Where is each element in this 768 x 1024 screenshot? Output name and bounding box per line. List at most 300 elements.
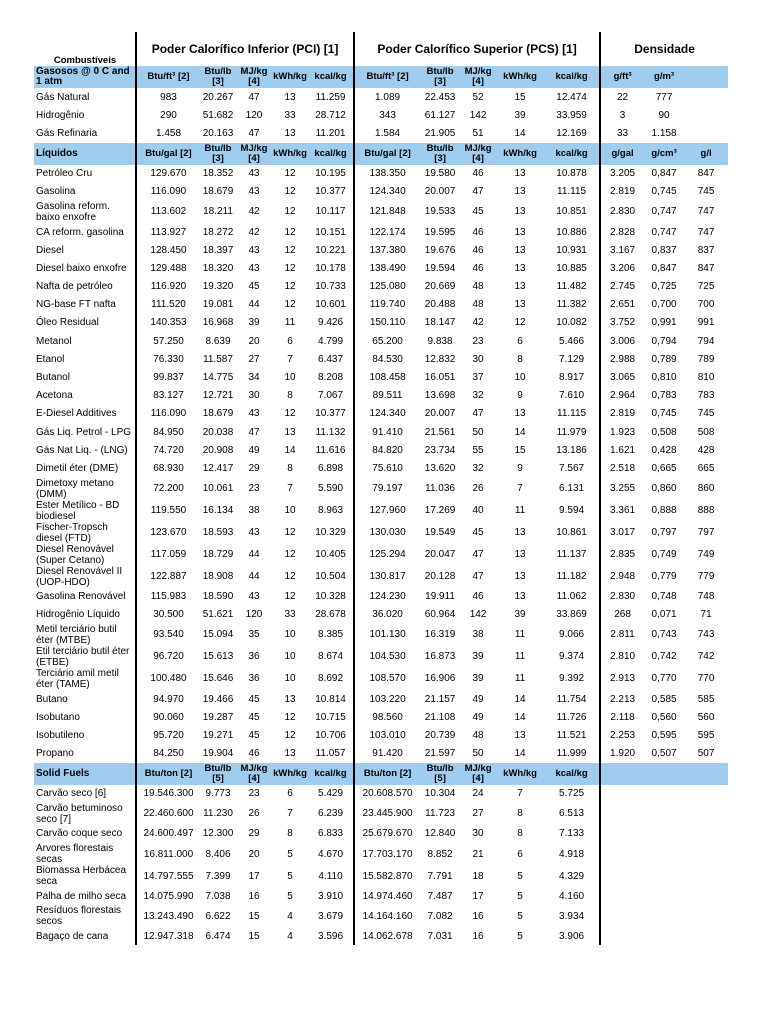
table-cell: 11.036 <box>425 483 455 495</box>
table-cell <box>600 825 644 843</box>
table-row <box>34 459 728 477</box>
table-cell: 43 <box>248 408 260 420</box>
table-cell: 0,847 <box>651 262 677 274</box>
table-cell: 2.651 <box>600 296 644 314</box>
fuel-name-palha-de-milho-seca: Palha de milho seca <box>36 890 127 902</box>
table-cell: 2.745 <box>600 278 644 296</box>
table-cell: 47 <box>472 549 484 561</box>
header-pcs: Poder Calorífico Superior (PCS) [1] <box>354 32 600 66</box>
gas_section-col-header: Btu/ft³ [2] <box>136 66 200 88</box>
fuel-name-diesel-renovavel-super-cetano: Diesel Renovável (Super Cetano) <box>36 543 114 566</box>
fuel-name-hidrogenio: Hidrogênio <box>36 109 85 121</box>
table-cell: 27 <box>472 808 484 820</box>
table-cell: 11.115 <box>557 408 587 420</box>
table-cell: 12 <box>284 186 296 198</box>
table-cell <box>684 927 728 945</box>
table-cell: 45 <box>472 206 484 218</box>
table-cell: 1.923 <box>600 423 644 441</box>
table-cell: 19.580 <box>424 168 456 180</box>
table-cell: 12 <box>284 408 296 420</box>
fuel-name-butanol: Butanol <box>36 372 70 384</box>
table-cell: 13 <box>514 244 526 256</box>
solid_section-col-header: Btu/lb [5] <box>200 763 236 785</box>
table-cell: 5 <box>287 890 293 902</box>
table-cell: 983 <box>136 88 200 106</box>
table-cell: 13 <box>514 571 526 583</box>
table-cell: 50 <box>472 426 484 438</box>
fuel-name-gasolina-renovavel: Gasolina Renovável <box>36 591 126 603</box>
table-cell: 12.947.318 <box>136 927 200 945</box>
table-cell: 16.134 <box>202 505 234 517</box>
table-cell: 0,428 <box>651 444 677 456</box>
table-cell: 595 <box>697 729 715 741</box>
gas_section-col-header: kcal/kg <box>308 66 354 88</box>
table-cell: 5 <box>517 910 523 922</box>
table-cell: 38 <box>472 629 484 641</box>
table-cell: 39 <box>514 609 526 621</box>
table-cell: 91.410 <box>354 423 420 441</box>
table-cell: 47 <box>248 426 260 438</box>
table-cell: 700 <box>697 299 715 311</box>
table-cell: 8.208 <box>318 372 344 384</box>
fuel-name-e-diesel-additives: E-Diesel Additives <box>36 408 117 420</box>
table-cell: 24 <box>472 788 484 800</box>
table-cell: 84.250 <box>136 745 200 763</box>
table-cell: 18.272 <box>202 226 234 238</box>
liquid_section-col-header: MJ/kg [4] <box>460 143 496 165</box>
table-cell: 13.620 <box>424 462 456 474</box>
table-cell: 747 <box>697 226 715 238</box>
fuel-name-gas-refinaria: Gás Refinaria <box>36 127 98 139</box>
table-cell: 12 <box>284 206 296 218</box>
table-cell: 7.038 <box>205 890 231 902</box>
table-cell: 94.970 <box>136 690 200 708</box>
table-cell: 10.178 <box>315 262 346 274</box>
fuel-name-isobutano: Isobutano <box>36 711 80 723</box>
table-cell <box>684 865 728 887</box>
table-cell: 9.374 <box>559 651 585 663</box>
table-cell: 43 <box>248 591 260 603</box>
table-cell: 9.392 <box>559 673 585 685</box>
table-cell: 96.720 <box>136 646 200 668</box>
table-cell: 16 <box>472 930 484 942</box>
table-cell <box>600 803 644 825</box>
header-densidade: Densidade <box>600 32 728 66</box>
fuel-table <box>34 32 728 945</box>
table-row <box>34 566 728 588</box>
gas_section-col-header: g/m³ <box>644 66 684 88</box>
table-cell: 19.466 <box>202 693 234 705</box>
table-cell: 0,507 <box>651 748 677 760</box>
table-cell: 837 <box>697 244 715 256</box>
table-cell: 46 <box>472 591 484 603</box>
table-cell: 0,770 <box>651 673 677 685</box>
table-cell: 6 <box>287 788 293 800</box>
table-cell: 140.353 <box>136 314 200 332</box>
table-cell: 10.706 <box>315 729 346 741</box>
table-cell: 9.838 <box>427 335 453 347</box>
table-cell: 21.157 <box>424 693 456 705</box>
table-cell: 46 <box>472 226 484 238</box>
liquid_section-col-header: kWh/kg <box>272 143 308 165</box>
table-row <box>34 387 728 405</box>
table-cell: 19.533 <box>424 206 456 218</box>
solid_section-section-label: Solid Fuels <box>34 763 136 785</box>
table-cell: 50 <box>472 748 484 760</box>
table-cell: 42 <box>472 317 484 329</box>
table-cell: 15.582.870 <box>354 865 420 887</box>
table-cell: 11 <box>284 317 296 329</box>
table-cell: 10.377 <box>315 408 346 420</box>
table-cell: 20.739 <box>424 729 456 741</box>
table-cell: 4.110 <box>318 870 343 882</box>
table-cell: 47 <box>248 127 260 139</box>
table-cell: 124.230 <box>354 588 420 606</box>
table-cell: 0,747 <box>651 226 677 238</box>
table-cell: 10.601 <box>315 299 346 311</box>
fuel-name-nafta-de-petroleo: Nafta de petróleo <box>36 281 113 293</box>
table-cell: 14 <box>514 748 526 760</box>
fuel-name-terciario-amil-metil-eter-tame: Terciário amil metil éter (TAME) <box>36 667 119 690</box>
table-cell: 7.567 <box>559 462 585 474</box>
table-cell: 103.220 <box>354 690 420 708</box>
table-cell: 10.195 <box>315 168 346 180</box>
table-cell: 15 <box>514 444 526 456</box>
table-cell: 7.610 <box>559 390 585 402</box>
table-cell: 10.221 <box>315 244 346 256</box>
table-cell: 8.692 <box>318 673 344 685</box>
table-cell: 8 <box>517 808 523 820</box>
table-cell: 48 <box>472 729 484 741</box>
table-cell: 51 <box>472 127 484 139</box>
table-cell: 0,779 <box>651 571 677 583</box>
table-cell: 290 <box>136 106 200 124</box>
table-row <box>34 865 728 887</box>
table-row <box>34 646 728 668</box>
table-cell: 8.406 <box>205 848 231 860</box>
table-cell <box>644 825 684 843</box>
table-cell: 10.814 <box>315 693 346 705</box>
table-cell: 113.602 <box>136 201 200 223</box>
table-cell <box>644 843 684 865</box>
table-cell: 2.835 <box>600 544 644 566</box>
table-cell: 12 <box>284 244 296 256</box>
table-cell: 137.380 <box>354 241 420 259</box>
table-cell: 5 <box>517 870 523 882</box>
table-cell: 20.128 <box>424 571 456 583</box>
table-row <box>34 745 728 763</box>
table-cell: 5.466 <box>559 335 585 347</box>
table-cell: 11.201 <box>315 127 346 139</box>
table-cell: 12 <box>284 226 296 238</box>
table-cell: 560 <box>697 711 715 723</box>
table-cell: 122.887 <box>136 566 200 588</box>
table-cell: 17 <box>248 870 260 882</box>
table-cell: 21.561 <box>424 426 456 438</box>
table-cell: 10 <box>284 372 296 384</box>
table-cell: 11.259 <box>315 91 346 103</box>
solid_section-header-row <box>34 763 728 785</box>
table-row <box>34 500 728 522</box>
table-cell: 75.610 <box>354 459 420 477</box>
fuel-name-carvao-coque-seco: Carvão coque seco <box>36 828 123 840</box>
fuel-name-etanol: Etanol <box>36 353 65 365</box>
liquid_section-section-label: Líquidos <box>34 143 136 165</box>
liquid_section-col-header: kcal/kg <box>544 143 600 165</box>
table-cell: 9 <box>517 390 523 402</box>
fuel-name-hidrogenio-liquido: Hidrogênio Líquido <box>36 609 120 621</box>
table-cell: 20.047 <box>424 549 456 561</box>
fuel-name-residuos-florestais-secos: Resíduos florestais secos <box>36 905 122 928</box>
table-cell: 0,745 <box>651 408 677 420</box>
table-cell: 26 <box>248 808 260 820</box>
table-cell: 18.590 <box>202 591 234 603</box>
table-cell: 0,700 <box>651 299 677 311</box>
table-cell: 20.608.570 <box>354 785 420 803</box>
table-cell: 12.721 <box>202 390 234 402</box>
table-row <box>34 544 728 566</box>
gas_section-col-header: MJ/kg [4] <box>236 66 272 88</box>
table-row <box>34 825 728 843</box>
table-cell: 18.679 <box>202 186 234 198</box>
liquid_section-col-header: Btu/lb [3] <box>420 143 460 165</box>
table-cell: 120 <box>245 109 263 121</box>
fuel-name-carvao-seco-6: Carvão seco [6] <box>36 788 107 800</box>
table-cell: 11 <box>514 673 526 685</box>
table-cell: 19.546.300 <box>136 785 200 803</box>
table-cell: 6.437 <box>318 353 344 365</box>
table-cell: 2.988 <box>600 350 644 368</box>
table-cell: 0,847 <box>651 168 677 180</box>
table-cell: 19.676 <box>424 244 456 256</box>
table-cell: 745 <box>697 408 715 420</box>
table-cell: 507 <box>697 748 715 760</box>
table-cell: 79.197 <box>354 478 420 500</box>
table-cell: 14 <box>514 711 526 723</box>
solid_section-col-header <box>644 763 684 785</box>
table-cell: 1.920 <box>600 745 644 763</box>
table-cell: 72.200 <box>136 478 200 500</box>
table-cell: 13 <box>514 299 526 311</box>
table-cell: 13 <box>514 186 526 198</box>
gas_section-header-row <box>34 66 728 88</box>
table-row <box>34 259 728 277</box>
table-cell: 100.480 <box>136 668 200 690</box>
table-cell: 90 <box>658 109 670 121</box>
table-cell: 84.530 <box>354 350 420 368</box>
table-cell: 0,743 <box>651 629 677 641</box>
table-cell: 20.267 <box>202 91 234 103</box>
table-cell: 13 <box>514 591 526 603</box>
gas_section-col-header: MJ/kg [4] <box>460 66 496 88</box>
table-cell: 743 <box>697 629 715 641</box>
table-cell <box>684 88 728 106</box>
table-cell: 119.740 <box>354 296 420 314</box>
fuel-name-biomassa-herbacea-seca: Biomassa Herbácea seca <box>36 865 127 888</box>
table-cell: 18.593 <box>202 527 234 539</box>
table-cell <box>600 927 644 945</box>
table-cell: 6.131 <box>559 483 585 495</box>
table-cell: 91.420 <box>354 745 420 763</box>
table-cell: 6 <box>287 335 293 347</box>
table-cell: 3 <box>600 106 644 124</box>
table-cell: 3.596 <box>318 930 344 942</box>
table-cell: 33 <box>284 109 296 121</box>
table-cell: 42 <box>248 226 260 238</box>
table-cell: 17.703.170 <box>354 843 420 865</box>
table-cell: 4 <box>287 930 293 942</box>
table-cell: 38 <box>248 505 260 517</box>
table-cell: 12 <box>514 317 526 329</box>
table-cell: 23 <box>248 483 260 495</box>
table-cell: 119.550 <box>136 500 200 522</box>
table-cell: 7.791 <box>427 870 453 882</box>
table-row <box>34 606 728 624</box>
table-row <box>34 165 728 183</box>
table-cell <box>684 843 728 865</box>
table-cell: 4.160 <box>559 890 585 902</box>
table-row <box>34 106 728 124</box>
table-cell: 0,837 <box>651 244 677 256</box>
table-cell: 742 <box>697 651 715 663</box>
table-row <box>34 201 728 223</box>
table-row <box>34 803 728 825</box>
gas_section-col-header: kWh/kg <box>496 66 544 88</box>
table-row <box>34 624 728 646</box>
table-cell: 5 <box>517 930 523 942</box>
table-cell: 23 <box>472 335 484 347</box>
table-cell: 34 <box>248 372 260 384</box>
liquid_section-col-header: kcal/kg <box>308 143 354 165</box>
table-cell: 11.587 <box>203 353 233 365</box>
table-cell: 7 <box>517 788 523 800</box>
table-cell: 60.964 <box>424 609 456 621</box>
table-cell: 749 <box>697 549 715 561</box>
table-cell: 11.754 <box>556 693 587 705</box>
table-cell: 847 <box>697 262 715 274</box>
liquid_section-col-header: kWh/kg <box>496 143 544 165</box>
table-cell: 46 <box>472 244 484 256</box>
table-cell: 12.169 <box>556 127 587 139</box>
table-cell: 10.117 <box>315 206 346 218</box>
table-cell: 11 <box>514 505 526 517</box>
table-cell: 101.130 <box>354 624 420 646</box>
fuel-name-gasolina: Gasolina <box>36 186 76 198</box>
table-row <box>34 314 728 332</box>
table-row <box>34 124 728 142</box>
table-cell: 10 <box>284 673 296 685</box>
table-cell: 36 <box>248 673 260 685</box>
table-cell: 8.674 <box>318 651 344 663</box>
table-cell: 138.490 <box>354 259 420 277</box>
table-row <box>34 183 728 201</box>
table-cell: 18.147 <box>424 317 456 329</box>
table-cell: 7 <box>287 353 293 365</box>
table-row <box>34 405 728 423</box>
table-cell: 27 <box>248 353 260 365</box>
gas_section-section-label: Gasosos @ 0 C and 1 atm <box>34 66 136 88</box>
table-cell: 11.132 <box>315 426 346 438</box>
liquid_section-col-header: MJ/kg [4] <box>236 143 272 165</box>
table-cell: 142 <box>469 609 487 621</box>
table-cell: 16.319 <box>424 629 456 641</box>
table-cell: 2.518 <box>600 459 644 477</box>
fuel-name-ester-metilico-bd-biodiesel: Éster Metílico - BD biodiesel <box>36 499 120 522</box>
table-cell: 2.830 <box>600 201 644 223</box>
table-cell: 10.405 <box>315 549 346 561</box>
table-cell: 12 <box>284 281 296 293</box>
solid_section-col-header: MJ/kg [4] <box>236 763 272 785</box>
table-cell: 11.482 <box>556 281 587 293</box>
table-cell: 9.066 <box>559 629 585 641</box>
solid_section-col-header <box>600 763 644 785</box>
table-cell: 4.670 <box>318 848 344 860</box>
table-cell: 16.968 <box>202 317 234 329</box>
table-cell: 28.678 <box>315 609 346 621</box>
table-cell: 13 <box>514 262 526 274</box>
table-cell: 19.320 <box>202 281 234 293</box>
table-cell: 10.733 <box>315 281 346 293</box>
fuel-name-bagaco-de-cana: Bagaço de cana <box>36 930 109 942</box>
table-cell: 745 <box>697 186 715 198</box>
table-cell: 18.729 <box>202 549 234 561</box>
table-cell: 12 <box>284 527 296 539</box>
table-cell: 12 <box>284 729 296 741</box>
table-cell: 11.723 <box>425 808 455 820</box>
table-cell: 13 <box>284 748 296 760</box>
table-cell: 0,888 <box>651 505 677 517</box>
table-cell: 12.832 <box>424 353 456 365</box>
table-cell: 770 <box>697 673 715 685</box>
table-cell: 129.488 <box>136 259 200 277</box>
table-cell: 16.873 <box>424 651 456 663</box>
table-cell: 36.020 <box>354 606 420 624</box>
table-row <box>34 668 728 690</box>
table-cell: 21.905 <box>424 127 456 139</box>
fuel-name-diesel-renovavel-ii-uop-hdo: Diesel Renovável II (UOP-HDO) <box>36 565 123 588</box>
table-cell <box>600 865 644 887</box>
table-cell: 29 <box>248 828 260 840</box>
table-cell: 65.200 <box>354 332 420 350</box>
table-cell: 16.906 <box>424 673 456 685</box>
table-cell: 22.453 <box>424 91 456 103</box>
table-cell: 3.065 <box>600 368 644 386</box>
table-cell: 1.584 <box>354 124 420 142</box>
table-cell: 3.017 <box>600 522 644 544</box>
solid_section-col-header: kcal/kg <box>308 763 354 785</box>
table-cell: 2.964 <box>600 387 644 405</box>
table-cell: 14 <box>514 127 526 139</box>
table-cell: 3.006 <box>600 332 644 350</box>
table-cell: 116.920 <box>136 278 200 296</box>
table-cell: 3.167 <box>600 241 644 259</box>
table-cell: 2.819 <box>600 183 644 201</box>
table-cell: 122.174 <box>354 223 420 241</box>
solid_section-col-header: Btu/ton [2] <box>136 763 200 785</box>
table-cell: 30 <box>472 828 484 840</box>
table-cell: 44 <box>248 571 260 583</box>
liquid_section-col-header: Btu/gal [2] <box>136 143 200 165</box>
table-cell: 1.089 <box>354 88 420 106</box>
table-cell: 10.885 <box>556 262 587 274</box>
table-cell: 0,797 <box>651 527 677 539</box>
table-cell: 14.974.460 <box>354 887 420 905</box>
gas_section-col-header <box>684 66 728 88</box>
table-cell: 20.488 <box>424 299 456 311</box>
table-cell: 10.931 <box>556 244 587 256</box>
table-cell: 45 <box>472 527 484 539</box>
table-cell: 46 <box>472 168 484 180</box>
